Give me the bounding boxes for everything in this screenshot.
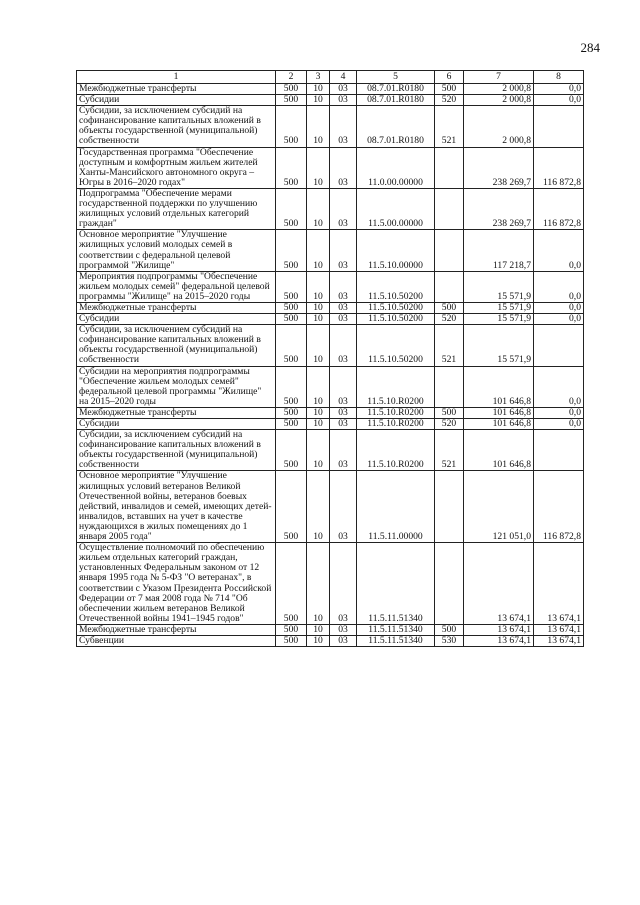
amount-cell: 13 674,1 (464, 624, 534, 635)
section-cell: 10 (307, 419, 330, 430)
item-name: Субсидии (77, 95, 276, 106)
code-cell: 500 (276, 106, 307, 147)
target-article-cell: 11.5.10.R0200 (357, 366, 435, 407)
subsection-cell: 03 (330, 430, 357, 471)
target-article-cell: 11.5.00.00000 (357, 188, 435, 229)
item-name: Субсидии на мероприятия подпрограммы "Обеспечение жильем молодых семей" федеральной целевой программы "Жилище" на 2015–2020 годы (77, 366, 276, 407)
amount-cell: 15 571,9 (464, 271, 534, 302)
federal-amount-cell: 13 674,1 (534, 624, 584, 635)
code-cell: 500 (276, 419, 307, 430)
amount-cell: 238 269,7 (464, 147, 534, 188)
amount-cell: 121 051,0 (464, 471, 534, 543)
subsection-cell: 03 (330, 471, 357, 543)
expense-type-cell: 521 (435, 106, 464, 147)
code-cell: 500 (276, 543, 307, 625)
item-name: Межбюджетные трансферты (77, 302, 276, 313)
target-article-cell: 11.5.10.00000 (357, 230, 435, 271)
amount-cell: 101 646,8 (464, 430, 534, 471)
federal-amount-cell: 13 674,1 (534, 635, 584, 646)
item-name: Межбюджетные трансферты (77, 84, 276, 95)
subsection-cell: 03 (330, 84, 357, 95)
target-article-cell: 11.5.10.50200 (357, 325, 435, 366)
header-row (77, 71, 584, 84)
federal-amount-cell: 0,0 (534, 419, 584, 430)
code-cell: 500 (276, 430, 307, 471)
expense-type-cell (435, 230, 464, 271)
amount-cell: 238 269,7 (464, 188, 534, 229)
section-cell: 10 (307, 106, 330, 147)
amount-cell: 13 674,1 (464, 635, 534, 646)
federal-amount-cell (534, 106, 584, 147)
column-header-2: 2 (276, 71, 307, 84)
federal-amount-cell (534, 430, 584, 471)
expense-type-cell (435, 271, 464, 302)
column-header-7: 7 (464, 71, 534, 84)
code-cell: 500 (276, 635, 307, 646)
expense-type-cell (435, 147, 464, 188)
federal-amount-cell: 0,0 (534, 230, 584, 271)
amount-cell: 101 646,8 (464, 419, 534, 430)
code-cell: 500 (276, 84, 307, 95)
federal-amount-cell: 0,0 (534, 84, 584, 95)
column-header-4: 4 (330, 71, 357, 84)
expense-type-cell: 520 (435, 419, 464, 430)
table-row (77, 624, 584, 635)
federal-amount-cell: 0,0 (534, 302, 584, 313)
item-name: Основное мероприятие "Улучшение жилищных условий ветеранов Великой Отечественной войны, ветеранов боевых действий, инвалидов и семей, имеющих детей-инвалидов, вставших на учет в качестве нуждающихся в жилых помещениях до 1 января 2005 года" (77, 471, 276, 543)
amount-cell: 2 000,8 (464, 95, 534, 106)
target-article-cell: 11.5.10.R0200 (357, 407, 435, 418)
table-row (77, 230, 584, 271)
item-name: Субсидии, за исключением субсидий на софинансирование капитальных вложений в объекты государственной (муниципальной) собственности (77, 106, 276, 147)
target-article-cell: 08.7.01.R0180 (357, 95, 435, 106)
subsection-cell: 03 (330, 230, 357, 271)
expense-type-cell: 500 (435, 624, 464, 635)
expense-type-cell: 521 (435, 325, 464, 366)
subsection-cell: 03 (330, 543, 357, 625)
expense-type-cell (435, 543, 464, 625)
code-cell: 500 (276, 95, 307, 106)
target-article-cell: 11.5.11.51340 (357, 624, 435, 635)
target-article-cell: 11.5.10.50200 (357, 314, 435, 325)
subsection-cell: 03 (330, 314, 357, 325)
subsection-cell: 03 (330, 271, 357, 302)
section-cell: 10 (307, 302, 330, 313)
table-row (77, 188, 584, 229)
expense-type-cell: 500 (435, 407, 464, 418)
expense-type-cell: 530 (435, 635, 464, 646)
code-cell: 500 (276, 325, 307, 366)
column-header-1: 1 (77, 71, 276, 84)
amount-cell: 13 674,1 (464, 543, 534, 625)
item-name: Субсидии (77, 314, 276, 325)
expense-type-cell: 500 (435, 302, 464, 313)
section-cell: 10 (307, 84, 330, 95)
federal-amount-cell: 0,0 (534, 366, 584, 407)
federal-amount-cell: 116 872,8 (534, 147, 584, 188)
table-row (77, 430, 584, 471)
target-article-cell: 11.5.10.R0200 (357, 430, 435, 471)
section-cell: 10 (307, 314, 330, 325)
table-row (77, 543, 584, 625)
amount-cell: 2 000,8 (464, 106, 534, 147)
federal-amount-cell: 116 872,8 (534, 188, 584, 229)
expense-type-cell: 520 (435, 314, 464, 325)
federal-amount-cell: 116 872,8 (534, 471, 584, 543)
table-row (77, 271, 584, 302)
section-cell: 10 (307, 366, 330, 407)
code-cell: 500 (276, 230, 307, 271)
section-cell: 10 (307, 271, 330, 302)
code-cell: 500 (276, 188, 307, 229)
expense-type-cell: 500 (435, 84, 464, 95)
code-cell: 500 (276, 366, 307, 407)
page-number: 284 (580, 40, 600, 55)
section-cell: 10 (307, 147, 330, 188)
item-name: Субсидии, за исключением субсидий на софинансирование капитальных вложений в объекты государственной (муниципальной) собственности (77, 430, 276, 471)
code-cell: 500 (276, 302, 307, 313)
subsection-cell: 03 (330, 302, 357, 313)
section-cell: 10 (307, 635, 330, 646)
table-row (77, 106, 584, 147)
section-cell: 10 (307, 471, 330, 543)
target-article-cell: 08.7.01.R0180 (357, 84, 435, 95)
budget-table (76, 70, 584, 647)
expense-type-cell (435, 471, 464, 543)
expense-type-cell (435, 366, 464, 407)
federal-amount-cell: 0,0 (534, 271, 584, 302)
table-row (77, 325, 584, 366)
target-article-cell: 11.5.11.51340 (357, 543, 435, 625)
table-row (77, 84, 584, 95)
subsection-cell: 03 (330, 188, 357, 229)
item-name: Подпрограмма "Обеспечение мерами государственной поддержки по улучшению жилищных условий отдельных категорий граждан" (77, 188, 276, 229)
subsection-cell: 03 (330, 624, 357, 635)
section-cell: 10 (307, 230, 330, 271)
amount-cell: 2 000,8 (464, 84, 534, 95)
column-header-3: 3 (307, 71, 330, 84)
subsection-cell: 03 (330, 106, 357, 147)
section-cell: 10 (307, 624, 330, 635)
column-header-8: 8 (534, 71, 584, 84)
item-name: Основное мероприятие "Улучшение жилищных условий молодых семей в соответствии с федеральной целевой программой "Жилище" (77, 230, 276, 271)
target-article-cell: 11.5.11.00000 (357, 471, 435, 543)
target-article-cell: 11.5.11.51340 (357, 635, 435, 646)
item-name: Субсидии, за исключением субсидий на софинансирование капитальных вложений в объекты государственной (муниципальной) собственности (77, 325, 276, 366)
target-article-cell: 11.5.10.50200 (357, 271, 435, 302)
table-row (77, 95, 584, 106)
section-cell: 10 (307, 430, 330, 471)
subsection-cell: 03 (330, 407, 357, 418)
federal-amount-cell: 13 674,1 (534, 543, 584, 625)
expense-type-cell: 520 (435, 95, 464, 106)
subsection-cell: 03 (330, 635, 357, 646)
amount-cell: 117 218,7 (464, 230, 534, 271)
subsection-cell: 03 (330, 325, 357, 366)
code-cell: 500 (276, 271, 307, 302)
target-article-cell: 11.0.00.00000 (357, 147, 435, 188)
code-cell: 500 (276, 624, 307, 635)
item-name: Межбюджетные трансферты (77, 407, 276, 418)
table-row (77, 635, 584, 646)
amount-cell: 15 571,9 (464, 314, 534, 325)
item-name: Субвенции (77, 635, 276, 646)
column-header-5: 5 (357, 71, 435, 84)
table-row (77, 471, 584, 543)
table-row (77, 366, 584, 407)
code-cell: 500 (276, 147, 307, 188)
expense-type-cell: 521 (435, 430, 464, 471)
amount-cell: 15 571,9 (464, 302, 534, 313)
subsection-cell: 03 (330, 95, 357, 106)
target-article-cell: 08.7.01.R0180 (357, 106, 435, 147)
item-name: Осуществление полномочий по обеспечению жильем отдельных категорий граждан, установленных Федеральным законом от 12 января 1995 года № 5-ФЗ "О ветеранах", в соответствии с Указом Президента Российской Федерации от 7 мая 2008 года № 714 "Об обеспечении жильем ветеранов Великой Отечественной войны 1941–1945 годов" (77, 543, 276, 625)
column-header-6: 6 (435, 71, 464, 84)
amount-cell: 101 646,8 (464, 366, 534, 407)
amount-cell: 101 646,8 (464, 407, 534, 418)
item-name: Межбюджетные трансферты (77, 624, 276, 635)
amount-cell: 15 571,9 (464, 325, 534, 366)
code-cell: 500 (276, 407, 307, 418)
federal-amount-cell: 0,0 (534, 407, 584, 418)
code-cell: 500 (276, 314, 307, 325)
federal-amount-cell (534, 325, 584, 366)
federal-amount-cell: 0,0 (534, 314, 584, 325)
subsection-cell: 03 (330, 419, 357, 430)
section-cell: 10 (307, 407, 330, 418)
section-cell: 10 (307, 325, 330, 366)
target-article-cell: 11.5.10.R0200 (357, 419, 435, 430)
table-row (77, 407, 584, 418)
table-row (77, 314, 584, 325)
expense-type-cell (435, 188, 464, 229)
section-cell: 10 (307, 95, 330, 106)
item-name: Государственная программа "Обеспечение доступным и комфортным жильем жителей Ханты-Мансийского автономного округа – Югры в 2016–2020 годах" (77, 147, 276, 188)
code-cell: 500 (276, 471, 307, 543)
item-name: Мероприятия подпрограммы "Обеспечение жильем молодых семей" федеральной целевой программы "Жилище" на 2015–2020 годы (77, 271, 276, 302)
target-article-cell: 11.5.10.50200 (357, 302, 435, 313)
subsection-cell: 03 (330, 147, 357, 188)
table-row (77, 302, 584, 313)
subsection-cell: 03 (330, 366, 357, 407)
table-row (77, 419, 584, 430)
item-name: Субсидии (77, 419, 276, 430)
federal-amount-cell: 0,0 (534, 95, 584, 106)
section-cell: 10 (307, 543, 330, 625)
section-cell: 10 (307, 188, 330, 229)
table-row (77, 147, 584, 188)
